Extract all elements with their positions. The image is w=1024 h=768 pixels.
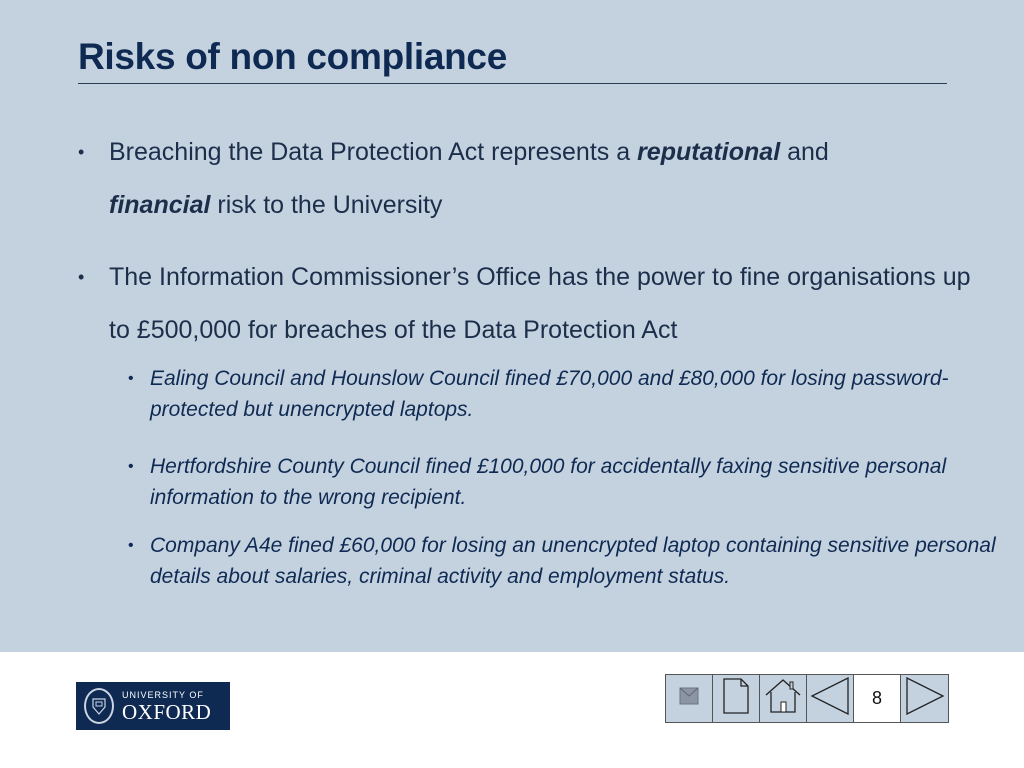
title-divider: [78, 83, 947, 84]
page-number: 8: [871, 688, 882, 708]
slide-navigation-bar: [665, 674, 949, 723]
bullet-1-text-a: Breaching the Data Protection Act represents a: [109, 138, 638, 166]
bullet-list: [78, 126, 998, 592]
oxford-crest-icon: [84, 688, 114, 724]
sub-bullet-glyph: •: [128, 458, 134, 475]
logo-line-university-of: UNIVERSITY OF: [122, 689, 204, 700]
sub-bullet-3-text: Company A4e fined £60,000 for losing an unencrypted laptop containing sensitive personal details about salaries, criminal activity and employment status.: [150, 534, 996, 588]
sub-bullet-item-2: [128, 451, 998, 513]
sub-bullet-glyph: •: [128, 537, 134, 554]
bullet-item-2: [78, 251, 998, 357]
envelope-icon: [679, 687, 699, 710]
bullet-item-1: [78, 126, 998, 232]
sub-bullet-item-1: [128, 363, 998, 425]
previous-slide-button[interactable]: [807, 675, 854, 722]
logo-line-oxford: OXFORD: [122, 699, 212, 724]
sub-bullet-1-text: Ealing Council and Hounslow Council fined £70,000 and £80,000 for losing password-protected but unencrypted laptops.: [150, 367, 949, 421]
email-button[interactable]: [666, 675, 713, 722]
document-icon: [723, 678, 749, 719]
slide-title: Risks of non compliance: [78, 36, 507, 77]
bullet-1-emphasis-reputational: reputational: [637, 138, 781, 166]
bullet-glyph: •: [78, 267, 85, 287]
home-button[interactable]: [760, 675, 807, 722]
bullet-glyph: •: [78, 142, 85, 162]
sub-bullet-2-text: Hertfordshire County Council fined £100,000 for accidentally faxing sensitive personal information to the wrong recipient.: [150, 455, 947, 509]
oxford-logo: [76, 682, 230, 730]
document-button[interactable]: [713, 675, 760, 722]
home-icon: [764, 678, 802, 719]
next-slide-button[interactable]: [901, 675, 948, 722]
bullet-2-text: The Information Commissioner’s Office has the power to fine organisations up to £500,000 for breaches of the Data Protection Act: [109, 263, 971, 344]
page-number-box: [854, 675, 901, 722]
bullet-1-text-c: risk to the University: [210, 191, 443, 219]
bullet-1-emphasis-financial: financial: [109, 191, 211, 219]
bullet-1-text-b: and: [780, 138, 829, 166]
next-icon: [905, 677, 945, 720]
sub-bullet-glyph: •: [128, 370, 134, 387]
sub-bullet-item-3: [128, 530, 998, 592]
logo-wordmark: [122, 690, 211, 723]
previous-icon: [810, 677, 850, 720]
